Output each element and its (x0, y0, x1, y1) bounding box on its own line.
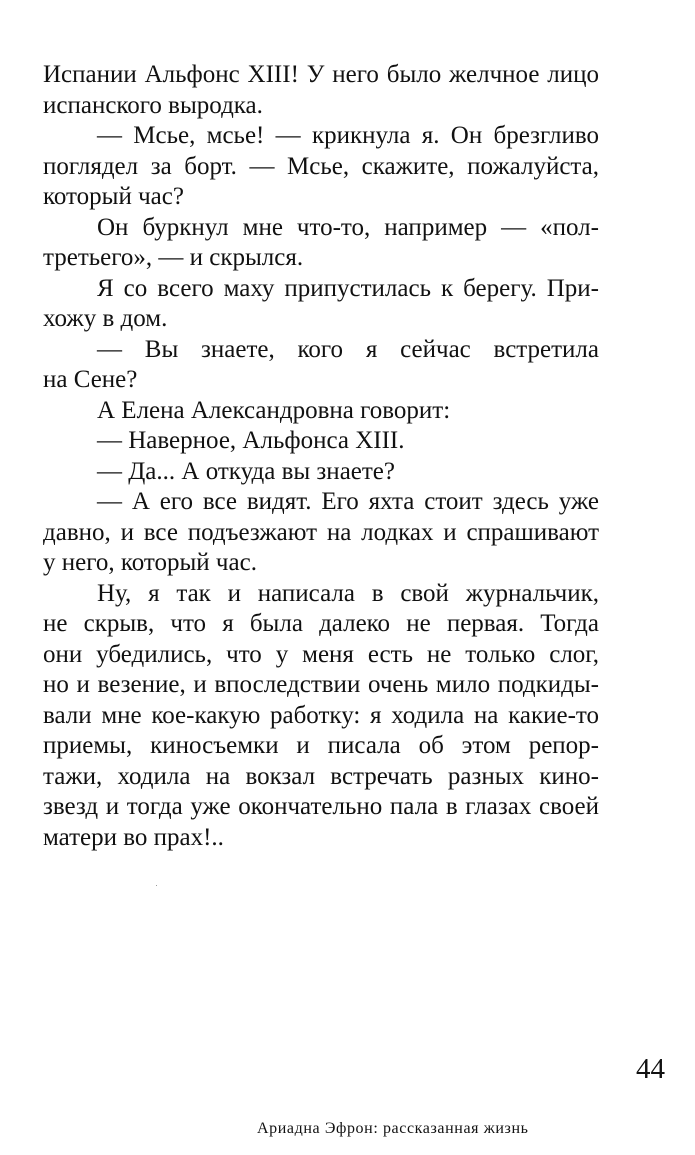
text-line: — Наверное, Альфонса XIII. (97, 427, 405, 454)
text-line: они убедились, что у меня есть не только слог, (43, 640, 599, 668)
text-line: А Елена Александровна говорит: (97, 396, 451, 424)
text-line: — А его все видят. Его яхта стоит здесь уже (97, 488, 599, 515)
text-line: но и везение, и впоследствии очень мило подкиды- (43, 671, 599, 698)
text-line: матери во прах!.. (43, 823, 224, 851)
text-line: на Сене? (43, 366, 138, 393)
text-line: у него, который час. (43, 549, 257, 576)
page-body-text (43, 60, 599, 853)
text-line: поглядел за борт. — Мсье, скажите, пожалуйста, (43, 152, 599, 180)
text-line: вали мне кое-какую работку: я ходила на какие-то (43, 701, 599, 729)
text-line: испанского выродка. (43, 91, 263, 119)
text-line: звезд и тогда уже окончательно пала в глазах своей (43, 793, 599, 820)
scan-speck (156, 885, 157, 886)
text-line: тажи, ходила на вокзал встречать разных кино- (43, 762, 599, 790)
text-line: Он буркнул мне что-то, например — «пол- (97, 213, 599, 241)
text-line: — Да... А откуда вы знаете? (97, 457, 395, 485)
text-line: приемы, киносъемки и писала об этом репор- (43, 732, 599, 759)
page-number: 44 (636, 1053, 665, 1085)
text-line: Я со всего маху припустилась к берегу. При- (97, 274, 599, 302)
text-line: не скрыв, что я была далеко не первая. Тогда (43, 610, 599, 637)
text-line: давно, и все подъезжают на лодках и спрашивают (43, 518, 599, 546)
text-line: который час? (43, 183, 184, 210)
text-line: — Мсье, мсье! — крикнула я. Он брезгливо (97, 122, 599, 149)
text-line: Ну, я так и написала в свой журнальчик, (97, 579, 599, 607)
text-line: хожу в дом. (43, 305, 168, 332)
text-line: Испании Альфонс XIII! У него было желчное лицо (43, 61, 599, 88)
text-line: — Вы знаете, кого я сейчас встретила (97, 335, 599, 363)
text-line: третьего», — и скрылся. (43, 244, 304, 271)
running-footer: Ариадна Эфрон: рассказанная жизнь (257, 1120, 529, 1137)
